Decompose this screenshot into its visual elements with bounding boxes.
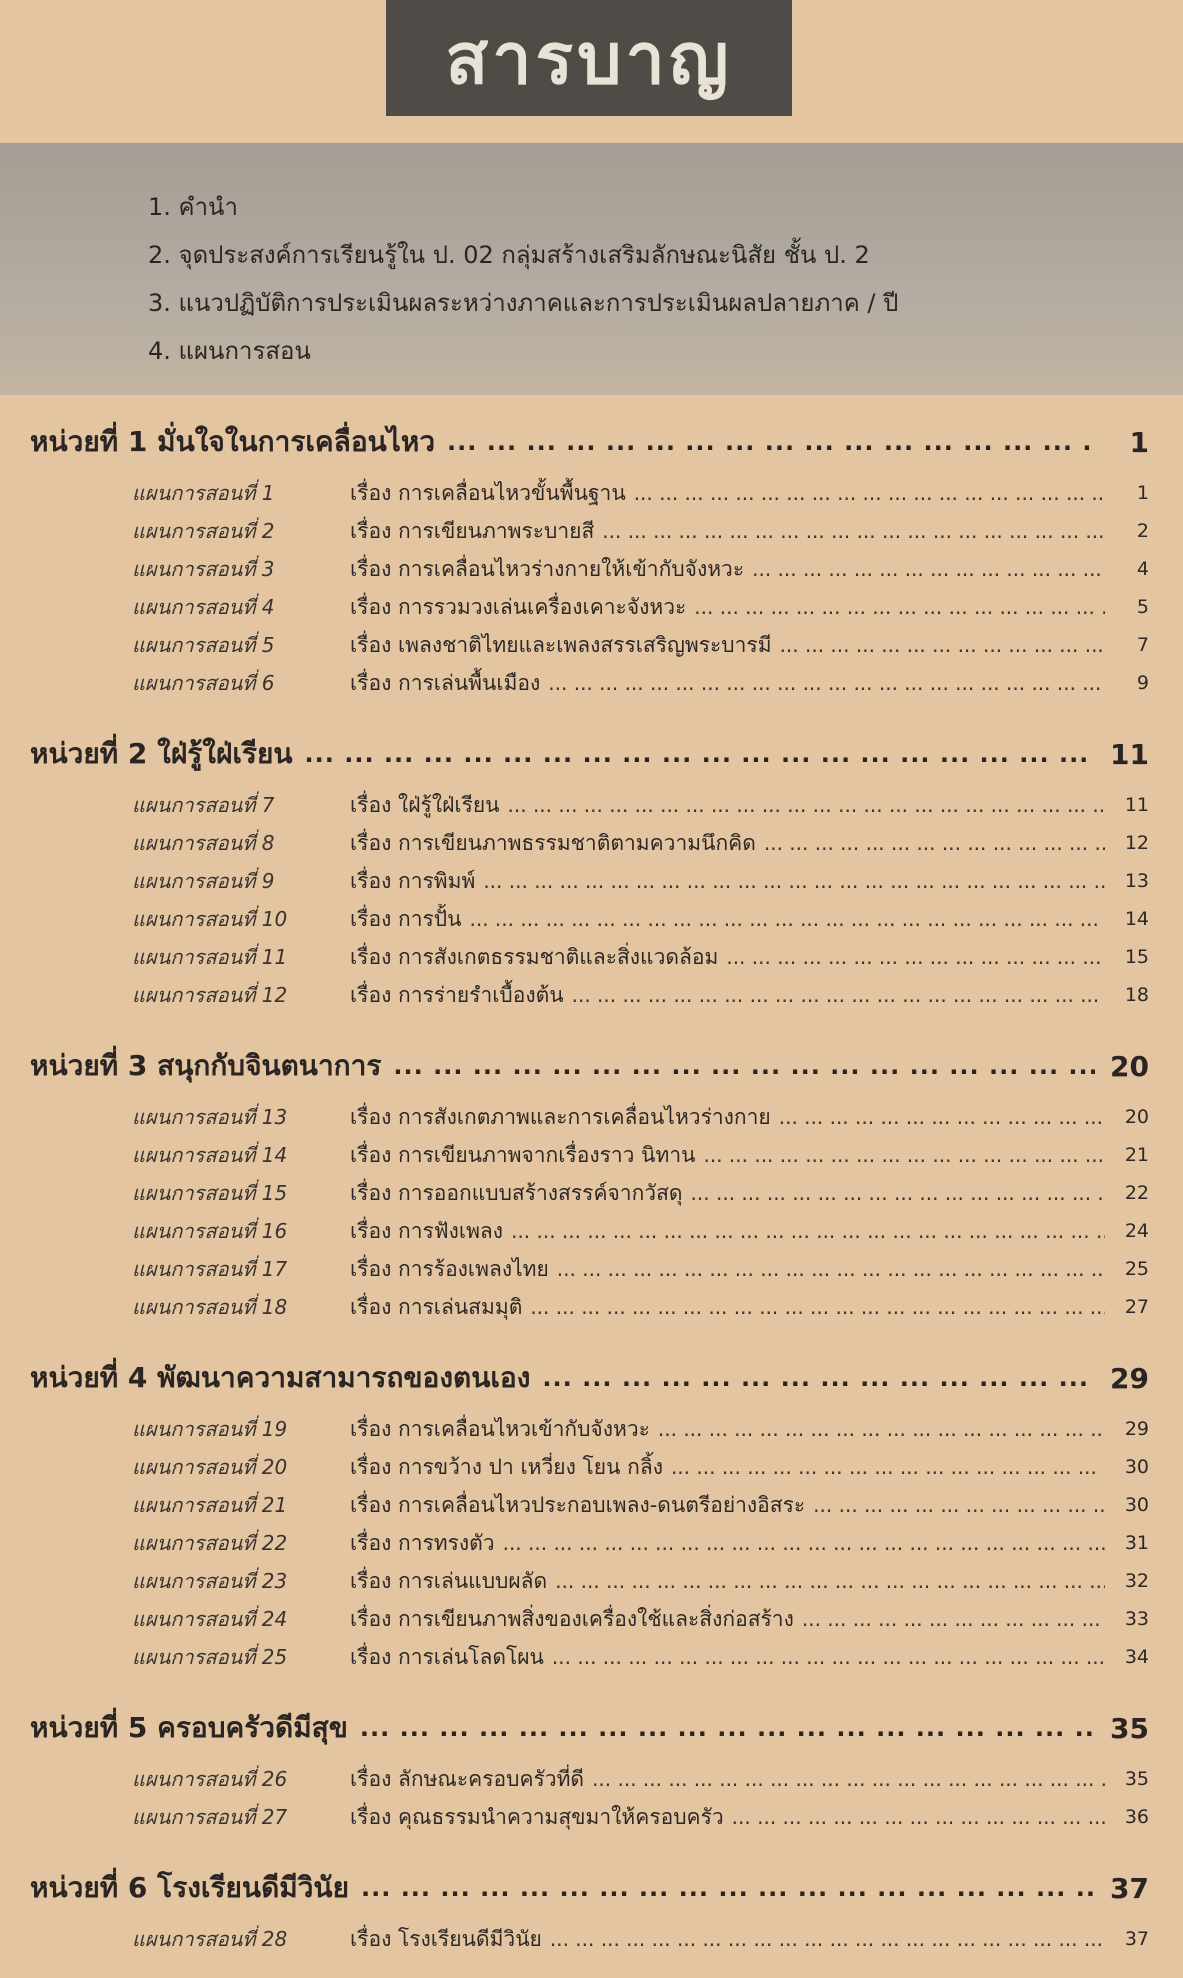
plan-number: แผนการสอนที่ 8: [132, 831, 275, 855]
dot-leader: [671, 1455, 1105, 1479]
unit-page-number: 11: [1110, 737, 1149, 771]
page-title: สารบาญ: [445, 17, 733, 100]
dot-leader: [694, 595, 1105, 619]
dot-leader: [305, 740, 1095, 768]
dot-leader: [360, 1714, 1095, 1742]
plan-page-number: 15: [1124, 946, 1149, 968]
intro-list: [148, 183, 898, 375]
plan-entry: [0, 1798, 1183, 1836]
plan-page-number: 24: [1124, 1220, 1149, 1242]
plan-number: แผนการสอนที่ 14: [132, 1143, 288, 1167]
dot-leader: [634, 481, 1105, 505]
plan-page-number: 5: [1136, 596, 1149, 618]
plan-entry: [0, 1920, 1183, 1958]
unit-title: หน่วยที่ 5 ครอบครัวดีมีสุข: [30, 1711, 348, 1744]
dot-leader: [542, 1364, 1095, 1392]
plan-number: แผนการสอนที่ 12: [132, 983, 288, 1007]
plan-page-number: 9: [1136, 672, 1149, 694]
unit-heading: [0, 1856, 1183, 1920]
plan-page-number: 20: [1124, 1106, 1149, 1128]
plan-page-number: 35: [1124, 1768, 1149, 1790]
plan-number: แผนการสอนที่ 13: [132, 1105, 288, 1129]
plan-entry: [0, 938, 1183, 976]
plan-page-number: 4: [1136, 558, 1149, 580]
plan-number: แผนการสอนที่ 1: [132, 481, 275, 505]
plan-number: แผนการสอนที่ 23: [132, 1569, 288, 1593]
plan-topic: เรื่อง ลักษณะครอบครัวที่ดี: [350, 1766, 585, 1791]
dot-leader: [511, 1219, 1105, 1243]
plan-number: แผนการสอนที่ 27: [132, 1805, 288, 1829]
plan-topic: เรื่อง การเขียนภาพธรรมชาติตามความนึกคิด: [350, 830, 756, 855]
plan-topic: เรื่อง คุณธรรมนำความสุขมาให้ครอบครัว: [350, 1804, 724, 1829]
plan-entry: [0, 1212, 1183, 1250]
unit-title: หน่วยที่ 4 พัฒนาความสามารถของตนเอง: [30, 1361, 531, 1394]
plan-topic: เรื่อง การเคลื่อนไหวร่างกายให้เข้ากับจังหวะ: [350, 556, 745, 581]
dot-leader: [530, 1295, 1105, 1319]
unit-page-number: 1: [1129, 425, 1149, 459]
plan-number: แผนการสอนที่ 7: [132, 793, 275, 817]
plan-page-number: 31: [1124, 1532, 1149, 1554]
unit-heading: [0, 1696, 1183, 1760]
intro-item: 4. แผนการสอน: [148, 337, 311, 365]
plan-page-number: 36: [1124, 1806, 1149, 1828]
plan-entry: [0, 1524, 1183, 1562]
plan-page-number: 25: [1124, 1258, 1149, 1280]
plan-number: แผนการสอนที่ 17: [132, 1257, 288, 1281]
plan-number: แผนการสอนที่ 25: [132, 1645, 288, 1669]
dot-leader: [469, 907, 1105, 931]
unit-heading: [0, 1346, 1183, 1410]
plan-page-number: 14: [1124, 908, 1149, 930]
plan-number: แผนการสอนที่ 15: [132, 1181, 288, 1205]
plan-entry: [0, 588, 1183, 626]
plan-topic: เรื่อง โรงเรียนดีมีวินัย: [350, 1926, 542, 1951]
plan-entry: [0, 1600, 1183, 1638]
plan-number: แผนการสอนที่ 6: [132, 671, 275, 695]
plan-page-number: 11: [1124, 794, 1149, 816]
intro-item: 2. จุดประสงค์การเรียนรู้ใน ป. 02 กลุ่มสร้างเสริมลักษณะนิสัย ชั้น ป. 2: [148, 241, 870, 269]
unit-heading: [0, 722, 1183, 786]
plan-page-number: 21: [1124, 1144, 1149, 1166]
table-of-contents: [0, 410, 1183, 1978]
plan-entry: [0, 1250, 1183, 1288]
plan-topic: เรื่อง การร่ายรำเบื้องต้น: [350, 982, 564, 1007]
plan-topic: เรื่อง การขว้าง ปา เหวี่ยง โยน กลิ้ง: [350, 1454, 663, 1479]
unit-page-number: 37: [1110, 1871, 1149, 1905]
dot-leader: [361, 1874, 1095, 1902]
plan-number: แผนการสอนที่ 22: [132, 1531, 288, 1555]
dot-leader: [703, 1143, 1105, 1167]
plan-topic: เรื่อง การเคลื่อนไหวขั้นพื้นฐาน: [350, 480, 626, 505]
dot-leader: [550, 1927, 1105, 1951]
plan-topic: เรื่อง การพิมพ์: [350, 868, 476, 893]
plan-topic: เรื่อง การสังเกตภาพและการเคลื่อนไหวร่างกาย: [350, 1104, 771, 1129]
plan-number: แผนการสอนที่ 4: [132, 595, 275, 619]
dot-leader: [557, 1257, 1105, 1281]
unit-title: หน่วยที่ 1 มั่นใจในการเคลื่อนไหว: [30, 425, 436, 458]
plan-number: แผนการสอนที่ 10: [132, 907, 288, 931]
plan-number: แผนการสอนที่ 26: [132, 1767, 288, 1791]
plan-number: แผนการสอนที่ 21: [132, 1493, 288, 1517]
intro-band: [0, 143, 1183, 395]
plan-topic: เรื่อง การเล่นโลดโผน: [350, 1644, 544, 1669]
plan-topic: เรื่อง การร้องเพลงไทย: [350, 1256, 549, 1281]
plan-topic: เรื่อง การออกแบบสร้างสรรค์จากวัสดุ: [350, 1180, 683, 1205]
dot-leader: [658, 1417, 1105, 1441]
toc-unit: [0, 1034, 1183, 1326]
plan-entry: [0, 900, 1183, 938]
plan-entry: [0, 1288, 1183, 1326]
plan-number: แผนการสอนที่ 19: [132, 1417, 288, 1441]
plan-topic: เรื่อง การเคลื่อนไหวเข้ากับจังหวะ: [350, 1416, 650, 1441]
plan-entry: [0, 824, 1183, 862]
plan-page-number: 1: [1136, 482, 1149, 504]
plan-entry: [0, 512, 1183, 550]
dot-leader: [726, 945, 1105, 969]
dot-leader: [393, 1052, 1095, 1080]
plan-topic: เรื่อง การเขียนภาพสิ่งของเครื่องใช้และสิ่งก่อสร้าง: [350, 1606, 794, 1631]
dot-leader: [552, 1645, 1105, 1669]
plan-entry: [0, 1486, 1183, 1524]
plan-number: แผนการสอนที่ 5: [132, 633, 275, 657]
dot-leader: [691, 1181, 1105, 1205]
dot-leader: [447, 428, 1095, 456]
unit-title: หน่วยที่ 6 โรงเรียนดีมีวินัย: [30, 1871, 349, 1904]
title-banner: [386, 0, 792, 116]
plan-topic: เรื่อง การเล่นสมมุติ: [350, 1294, 523, 1319]
dot-leader: [813, 1493, 1105, 1517]
plan-topic: เรื่อง การสังเกตธรรมชาติและสิ่งแวดล้อม: [350, 944, 719, 969]
dot-leader: [602, 519, 1105, 543]
plan-number: แผนการสอนที่ 28: [132, 1927, 288, 1951]
dot-leader: [779, 1105, 1105, 1129]
plan-page-number: 13: [1124, 870, 1149, 892]
plan-topic: เรื่อง การเขียนภาพจากเรื่องราว นิทาน: [350, 1142, 696, 1167]
plan-entry: [0, 664, 1183, 702]
unit-page-number: 29: [1110, 1361, 1149, 1395]
plan-entry: [0, 1136, 1183, 1174]
plan-page-number: 30: [1124, 1494, 1149, 1516]
plan-number: แผนการสอนที่ 11: [132, 945, 288, 969]
plan-topic: เรื่อง การปั้น: [350, 906, 462, 931]
dot-leader: [732, 1805, 1105, 1829]
dot-leader: [503, 1531, 1105, 1555]
plan-entry: [0, 550, 1183, 588]
plan-page-number: 29: [1124, 1418, 1149, 1440]
plan-number: แผนการสอนที่ 20: [132, 1455, 288, 1479]
plan-page-number: 18: [1124, 984, 1149, 1006]
plan-page-number: 27: [1124, 1296, 1149, 1318]
plan-page-number: 30: [1124, 1456, 1149, 1478]
plan-entry: [0, 976, 1183, 1014]
dot-leader: [483, 869, 1105, 893]
unit-page-number: 35: [1110, 1711, 1149, 1745]
dot-leader: [764, 831, 1105, 855]
plan-entry: [0, 1638, 1183, 1676]
dot-leader: [508, 793, 1105, 817]
toc-unit: [0, 1696, 1183, 1836]
plan-number: แผนการสอนที่ 3: [132, 557, 275, 581]
toc-unit: [0, 1856, 1183, 1958]
unit-title: หน่วยที่ 2 ใฝ่รู้ใฝ่เรียน: [30, 737, 293, 770]
plan-entry: [0, 1562, 1183, 1600]
plan-number: แผนการสอนที่ 2: [132, 519, 275, 543]
intro-item: 1. คำนำ: [148, 193, 238, 221]
dot-leader: [572, 983, 1105, 1007]
plan-topic: เรื่อง เพลงชาติไทยและเพลงสรรเสริญพระบารมี: [350, 632, 772, 657]
plan-entry: [0, 862, 1183, 900]
plan-page-number: 12: [1124, 832, 1149, 854]
plan-entry: [0, 1174, 1183, 1212]
plan-page-number: 2: [1136, 520, 1149, 542]
plan-page-number: 32: [1124, 1570, 1149, 1592]
intro-item: 3. แนวปฏิบัติการประเมินผลระหว่างภาคและการประเมินผลปลายภาค / ปี: [148, 289, 899, 317]
plan-entry: [0, 626, 1183, 664]
plan-number: แผนการสอนที่ 24: [132, 1607, 288, 1631]
plan-entry: [0, 474, 1183, 512]
plan-number: แผนการสอนที่ 18: [132, 1295, 288, 1319]
plan-topic: เรื่อง การรวมวงเล่นเครื่องเคาะจังหวะ: [350, 594, 687, 619]
unit-title: หน่วยที่ 3 สนุกกับจินตนาการ: [30, 1049, 382, 1082]
toc-unit: [0, 722, 1183, 1014]
dot-leader: [752, 557, 1105, 581]
dot-leader: [555, 1569, 1105, 1593]
unit-page-number: 20: [1110, 1049, 1149, 1083]
plan-topic: เรื่อง การเคลื่อนไหวประกอบเพลง-ดนตรีอย่างอิสระ: [350, 1492, 806, 1517]
plan-topic: เรื่อง การเขียนภาพระบายสี: [350, 518, 595, 543]
plan-entry: [0, 1098, 1183, 1136]
dot-leader: [592, 1767, 1105, 1791]
plan-entry: [0, 786, 1183, 824]
dot-leader: [548, 671, 1105, 695]
plan-topic: เรื่อง ใฝ่รู้ใฝ่เรียน: [350, 792, 500, 817]
plan-entry: [0, 1410, 1183, 1448]
plan-topic: เรื่อง การเล่นแบบผลัด: [350, 1568, 548, 1593]
dot-leader: [802, 1607, 1105, 1631]
toc-unit: [0, 1346, 1183, 1676]
plan-number: แผนการสอนที่ 9: [132, 869, 275, 893]
plan-page-number: 33: [1124, 1608, 1149, 1630]
plan-page-number: 37: [1124, 1928, 1149, 1950]
plan-entry: [0, 1448, 1183, 1486]
plan-page-number: 34: [1124, 1646, 1149, 1668]
unit-heading: [0, 410, 1183, 474]
plan-number: แผนการสอนที่ 16: [132, 1219, 288, 1243]
plan-page-number: 22: [1124, 1182, 1149, 1204]
plan-topic: เรื่อง การฟังเพลง: [350, 1218, 504, 1243]
plan-topic: เรื่อง การทรงตัว: [350, 1530, 495, 1555]
plan-page-number: 7: [1136, 634, 1149, 656]
plan-topic: เรื่อง การเล่นพื้นเมือง: [350, 670, 541, 695]
plan-entry: [0, 1760, 1183, 1798]
toc-unit: [0, 410, 1183, 702]
dot-leader: [780, 633, 1105, 657]
unit-heading: [0, 1034, 1183, 1098]
